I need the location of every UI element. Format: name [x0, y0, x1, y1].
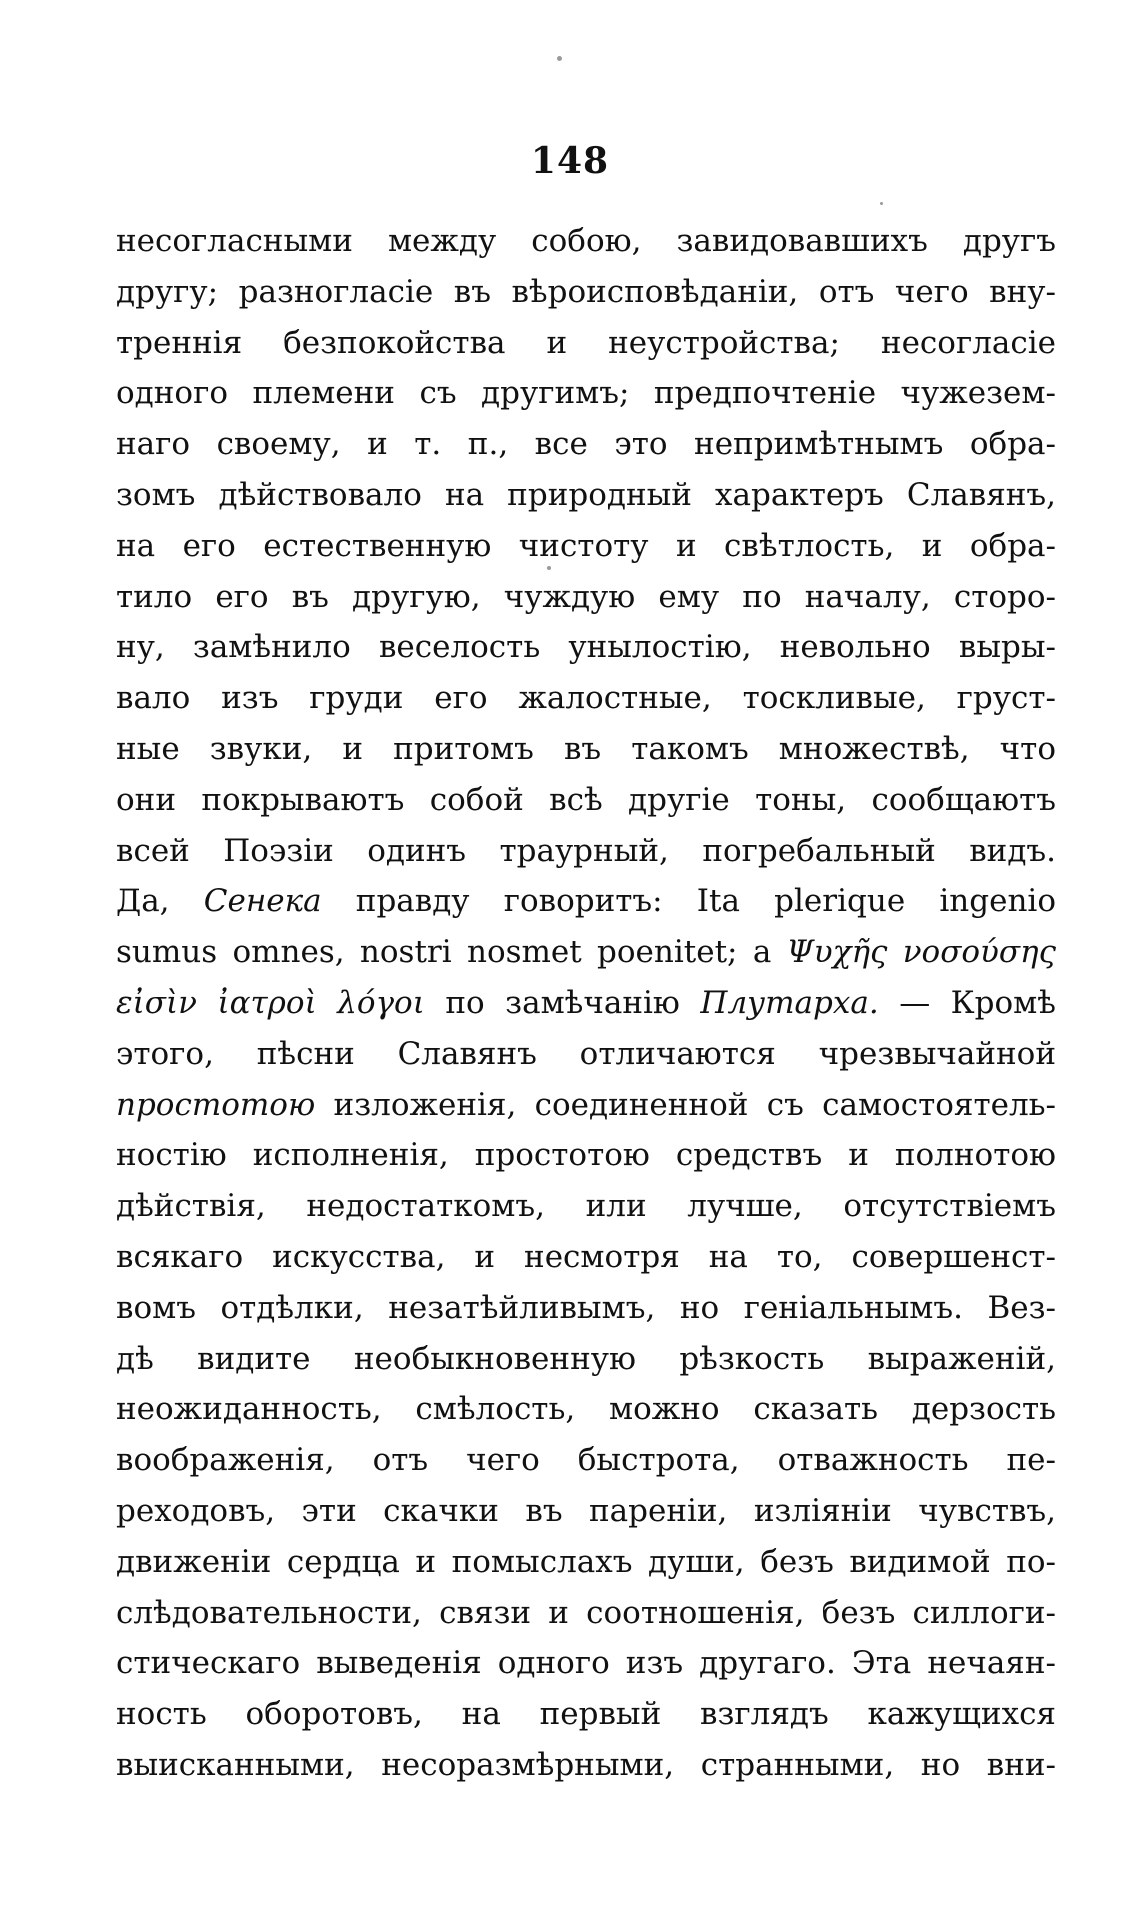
text-segment: ну, замѣнило веселость унылостію, невольно выры- — [116, 629, 1056, 666]
text-segment: ные звуки, и притомъ въ такомъ множествѣ, что — [116, 730, 1056, 767]
greek-quote: Ψυχῆς νοσούσης — [786, 934, 1056, 971]
text-segment: вомъ отдѣлки, незатѣйливымъ, но геніальнымъ. Вез- — [116, 1289, 1056, 1326]
text-line — [116, 1740, 1056, 1791]
text-segment: несогласными между собою, завидовавшихъ другъ — [116, 223, 1056, 259]
text-segment: ность оборотовъ, на первый взглядъ кажущихся — [116, 1696, 1056, 1733]
text-line — [116, 826, 1056, 877]
text-line — [116, 1435, 1056, 1486]
text-segment: другу; разногласіе въ вѣроисповѣданіи, отъ чего вну- — [116, 273, 1056, 310]
text-line — [116, 1130, 1056, 1181]
text-line — [116, 318, 1056, 369]
text-line — [116, 1384, 1056, 1435]
text-segment: одного племени съ другимъ; предпочтеніе чужезем- — [116, 375, 1056, 412]
text-segment: дѣ видите необыкновенную рѣзкость выраженій, — [116, 1340, 1056, 1377]
text-segment: треннія безпокойства и неустройства; несогласіе — [116, 324, 1056, 361]
text-segment: движеніи сердца и помыслахъ души, безъ видимой по- — [116, 1543, 1056, 1580]
text-segment: наго своему, и т. п., все это непримѣтнымъ обра- — [116, 426, 1056, 463]
italic-text: простотою — [116, 1086, 316, 1123]
text-line — [116, 419, 1056, 470]
text-line — [116, 1080, 1056, 1131]
text-line — [116, 216, 1056, 267]
body-text — [116, 216, 1056, 1791]
paper-speck — [557, 56, 562, 61]
greek-quote: εἰσὶν ἰατροὶ λόγοι — [116, 984, 425, 1021]
text-segment: зомъ дѣйствовало на природный характеръ Славянъ, — [116, 476, 1056, 513]
text-line — [116, 1537, 1056, 1588]
text-line — [116, 1029, 1056, 1080]
text-segment: реходовъ, эти скачки въ пареніи, изліяніи чувствъ, — [116, 1492, 1056, 1529]
text-line — [116, 267, 1056, 318]
text-segment: выисканными, несоразмѣрными, странными, но вни- — [116, 1746, 1056, 1783]
paper-speck — [880, 202, 883, 205]
text-segment: — Кромѣ — [878, 984, 1056, 1021]
text-segment: Да, — [116, 883, 204, 920]
text-line — [116, 572, 1056, 623]
text-line — [116, 673, 1056, 724]
text-segment: стическаго выведенія одного изъ другаго. Эта нечаян- — [116, 1645, 1056, 1682]
text-segment: воображенія, отъ чего быстрота, отважность пе- — [116, 1442, 1056, 1479]
text-segment: ностію исполненія, простотою средствъ и полнотою — [116, 1137, 1056, 1174]
text-line — [116, 1334, 1056, 1385]
text-segment: неожиданность, смѣлость, можно сказать дерзость — [116, 1391, 1056, 1428]
text-line — [116, 1181, 1056, 1232]
text-line — [116, 368, 1056, 419]
text-segment: всей Поэзіи одинъ траурный, погребальный видъ. — [116, 832, 1056, 869]
text-segment: правду говоритъ: Ita plerique ingenio — [321, 883, 1056, 920]
text-segment: по замѣчанію — [424, 984, 701, 1021]
text-line — [116, 1486, 1056, 1537]
text-line — [116, 1232, 1056, 1283]
italic-text: Сенека — [203, 883, 322, 920]
text-line — [116, 775, 1056, 826]
page-number: 148 — [530, 140, 610, 182]
text-segment: на его естественную чистоту и свѣтлость, и обра- — [116, 527, 1056, 564]
text-line — [116, 1283, 1056, 1334]
text-segment: изложенія, соединенной съ самостоятель- — [315, 1086, 1056, 1123]
text-segment: всякаго искусства, и несмотря на то, совершенст- — [116, 1238, 1056, 1275]
text-segment: sumus omnes, nostri nosmet poenitet; а — [116, 934, 787, 971]
text-line — [116, 978, 1056, 1029]
text-segment: тило его въ другую, чуждую ему по началу, сторо- — [116, 578, 1056, 615]
text-line — [116, 724, 1056, 775]
text-segment: этого, пѣсни Славянъ отличаются чрезвычайной — [116, 1035, 1056, 1072]
text-line — [116, 470, 1056, 521]
text-segment: они покрываютъ собой всѣ другіе тоны, сообщаютъ — [116, 781, 1056, 818]
text-line — [116, 622, 1056, 673]
text-segment: слѣдовательности, связи и соотношенія, безъ силлоги- — [116, 1594, 1056, 1631]
italic-text: Плутарха. — [700, 984, 879, 1021]
text-line — [116, 521, 1056, 572]
text-line — [116, 876, 1056, 927]
text-line — [116, 1638, 1056, 1689]
text-segment: вало изъ груди его жалостные, тоскливые, груст- — [116, 680, 1056, 717]
text-line — [116, 1588, 1056, 1639]
text-segment: дѣйствія, недостаткомъ, или лучше, отсутствіемъ — [116, 1188, 1056, 1225]
text-line — [116, 927, 1056, 978]
text-line — [116, 1689, 1056, 1740]
